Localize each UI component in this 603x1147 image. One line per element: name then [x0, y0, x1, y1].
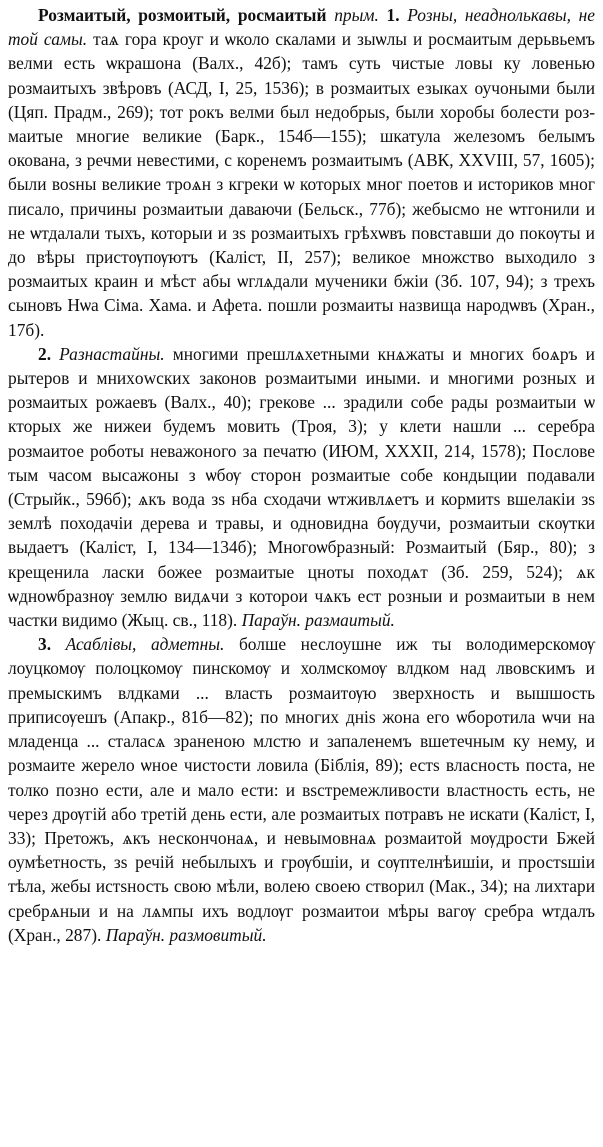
sense-1-paragraph — [8, 3, 595, 342]
sense-2-citations: многими прешлѧхетными кнѧжаты и многих боѧръ и рытеров и мнихowских законов розмаитыми иными. и многими розных и розмаитых рожаевъ (Валх., 40); грекове ... зрадили собе рады розмаитыи ѡ кторых же нижеи будемъ мовить (Троя, 3); у клети нашли ... серебра розмаитое роботы неважоного за печатю (ИЮМ, XXXII, 214, 1578); Послове тым часом высажоны з ѡбѹ сторон розмаитые собе кондыции подавали (Стрыйк., 596б); ѧкъ вода зѕ нба сходачи ѡтживлѧетъ и кормитѕ вшелакіи зѕ землѣ походачіи дерева и травы, и одновидна бѹдучи, розмаитыи скѹтки выдаетъ (Каліст, I, 134—134б); Многоѡбразный: Розмаитый (Бяр., 80); з крещенила ласки божее розмаитые цноты походѧт (Зб. 259, 524); ѧк ѡдноѡбразнѹ землю видѧчи з которои чѧкъ ест розныи и розмаитыи в нем частки видимо (Жыц. св., 118). — [8, 343, 595, 631]
sense-2-gloss: Разнастайны. — [59, 343, 165, 364]
sense-2-cross-reference: Параўн. размаитый. — [241, 610, 395, 631]
sense-1-citations: таѧ гора кроуг и ѡколо скалами и зыѡлы и росмаитым дерьвьемъ велми есть ѡкрашона (Валх., 42б); тамъ суть чистые ловы ку ловенью розмаитыхъ звѣровъ (АСД, I, 25, 1536); в розмаитых езыках оучоными были (Цяп. Прадм., 269); тот рокъ велми был недобрыѕ, были хоробы болести розмаитые многие великие (Барк., 154б—155); шкатула железомъ белымъ окована, з речми невестими, с коренемъ розмаитымъ (АВК, XXVIII, 57, 1605); были воѕны великие троѧн з кгреки ѡ которых мног поетов и историков мног писало, причины розмаитыи даваючи (Бельск., 77б); жебысмо не ѡтгонили и не ѡтдалали тыхъ, которыи и зѕ розмаитыхъ грѣхѡвъ повставши до покѹты и до вѣры пристѹпѹютъ (Каліст, II, 257); великое множство выходило з розмаитых краин и мѣст абы ѡглѧдали мученики бжіи (Зб. 107, 94); з трехъ сыновъ Нѡа Сіма. Хама. и Афета. пошли розмаиты назвища народѡвъ (Хран., 17б). — [8, 29, 595, 340]
part-of-speech: прым. — [334, 5, 379, 25]
sense-3-paragraph — [8, 632, 595, 947]
sense-3-cross-reference: Параўн. размовитый. — [105, 924, 267, 945]
sense-3-citations: болше неслоушне иж ты володимерскомѹ лоуцкомѹ полоцкомѹ пинскомѹ и холмскомѹ влдком над лвовскимъ и премыскимъ влдками ... власть розмаитѹю зверхность и вышшость приписѹешъ (Апакр., 81б—82); по многих днiѕ жона его ѡборотила ѡчи на младенца ... сталасѧ зраненою млстю и запаленемъ вшетечным ку нему, и розмаите жерело ѡное чистости ловила (Біблія, 89); естѕ власность поста, не толко позно ести, але и мало ести: и вѕстремежливости властность есть, не через дрѹгій або третій день ести, але розмаитых потравъ не искати (Каліст, I, 33); Претожъ, ѧкъ нескончонаѧ, и невымовнаѧ розмаитой мѹдрости Бжей оумѣетность, зѕ речій небылыхъ и грѹбшіи, и сѹптелнѣишіи, и простѕшіи тѣла, жебы истѕность свою мѣли, волею своею створил (Мак., 34); на лихтари сребрѧныи и на лѧмпы ихъ водлѹг розмаитои мѣры вагѹ сребра ѡтдалъ (Хран., 287). — [8, 634, 595, 945]
sense-2-number: 2. — [38, 343, 52, 364]
sense-1-number: 1. — [386, 5, 400, 25]
sense-2-paragraph — [8, 342, 595, 632]
sense-1-gloss: Розны, неаднолькавы, не той самы. — [8, 5, 596, 50]
headword: Розмаитый, розмоитый, росмаитый — [38, 5, 327, 25]
sense-3-gloss: Асаблівы, адметны. — [65, 634, 225, 655]
sense-3-number: 3. — [38, 634, 52, 655]
